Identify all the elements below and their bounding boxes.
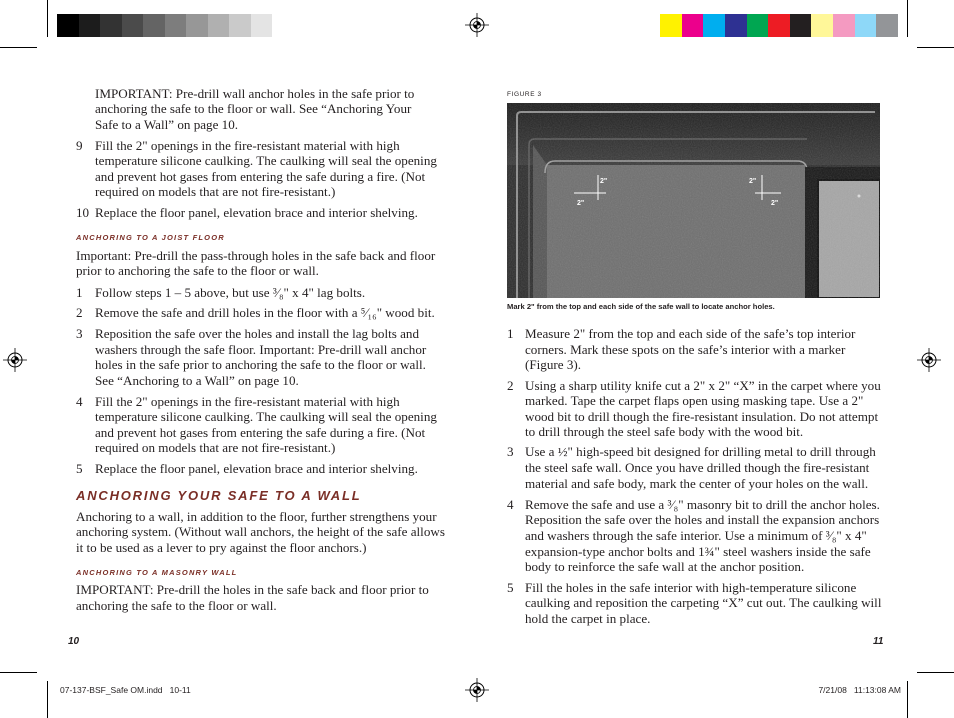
step-line: (Figure 3). <box>525 357 582 372</box>
crop-mark-bottom-right-horizontal <box>917 672 954 673</box>
mark-label-side-left: 2" <box>577 200 585 207</box>
step-line: Fill the 2" openings in the fire-resistant material with high <box>95 394 400 409</box>
color-swatch <box>811 14 833 37</box>
step-line: caulking and reposition the carpeting “X” cut out. The caulking will <box>525 595 882 610</box>
section-heading-joist-floor: ANCHORING TO A JOIST FLOOR <box>76 233 225 242</box>
grayscale-swatch <box>229 14 251 37</box>
step-line: wood bit to drill though the fire-resistant insulation. Do not attempt <box>525 409 879 424</box>
step-number: 4 <box>76 394 83 409</box>
step-number: 5 <box>76 461 83 476</box>
grayscale-swatch <box>143 14 165 37</box>
color-swatch <box>682 14 704 37</box>
slug-file-name: 07-137-BSF_Safe OM.indd 10-11 <box>60 685 191 695</box>
photo-grain <box>507 103 880 298</box>
step-line: temperature silicone caulking. The caulking will seal the opening <box>95 409 437 424</box>
step-line: material and safe body, mark the center of your holes on the wall. <box>525 476 869 491</box>
step-line: marked. Tape the carpet flaps open using masking tape. Use a 2" <box>525 393 864 408</box>
color-swatch <box>876 14 898 37</box>
step-number: 9 <box>76 138 83 153</box>
step-line: Reposition the safe over the holes and install the lag bolts and <box>95 326 419 341</box>
color-swatch <box>703 14 725 37</box>
step-line: the steel safe wall. Once you have drilled though the fire-resistant <box>525 460 870 475</box>
paragraph-line: it to be used as a lever to pry against the floor anchors.) <box>76 540 367 555</box>
important-note-line: IMPORTANT: Pre-drill wall anchor holes in the safe prior to <box>95 86 415 101</box>
crop-mark-bottom-left-vertical <box>47 681 48 718</box>
grayscale-swatch <box>251 14 273 37</box>
color-swatch <box>833 14 855 37</box>
crop-mark-bottom-right-vertical <box>907 681 908 718</box>
mark-label-side-right: 2" <box>771 200 779 207</box>
step-number: 10 <box>76 205 90 220</box>
step-line: Replace the floor panel, elevation brace and interior shelving. <box>95 205 418 220</box>
important-note-line: Safe to a Wall” on page 10. <box>95 117 239 132</box>
registration-mark-icon <box>917 348 941 372</box>
grayscale-color-bar <box>57 14 294 37</box>
step-line: washers through the safe floor. Important: Pre-drill wall anchor <box>95 342 427 357</box>
section-heading-wall: ANCHORING YOUR SAFE TO A WALL <box>76 488 362 503</box>
step-number: 5 <box>507 580 514 595</box>
crop-mark-top-left-horizontal <box>0 47 37 48</box>
step-line: Reposition the safe over the holes and install the expansion anchors <box>525 512 880 527</box>
step-line: and washers through the safe interior. Use a minimum of ³⁄₈" x 4" <box>525 528 867 543</box>
step-line: Use a ½" high-speed bit designed for drilling metal to drill through <box>525 444 876 459</box>
grayscale-swatch <box>165 14 187 37</box>
paragraph-line: prior to anchoring the safe to the floor or wall. <box>76 263 319 278</box>
color-swatch <box>747 14 769 37</box>
step-line: Remove the safe and use a ³⁄₈" masonry bit to drill the anchor holes. <box>525 497 880 512</box>
registration-mark-icon <box>465 13 489 37</box>
color-swatch <box>790 14 812 37</box>
step-line: body to reinforce the safe wall at the anchor position. <box>525 559 805 574</box>
step-line: and prevent hot gases from entering the safe during a fire. (Not <box>95 425 426 440</box>
process-color-bar <box>660 14 898 37</box>
paragraph-line: anchoring the safe to the floor or wall. <box>76 598 277 613</box>
section-heading-masonry-wall: ANCHORING TO A MASONRY WALL <box>76 568 238 577</box>
color-swatch <box>725 14 747 37</box>
step-line: See “Anchoring to a Wall” on page 10. <box>95 373 299 388</box>
mark-label-top-left: 2" <box>600 178 608 185</box>
important-note-line: anchoring the safe to the floor or wall. See “Anchoring Your <box>95 101 412 116</box>
step-line: Fill the 2" openings in the fire-resistant material with high <box>95 138 400 153</box>
figure-3-photo <box>507 103 880 298</box>
step-line: required on models that are not fire-resistant.) <box>95 440 336 455</box>
step-line: Using a sharp utility knife cut a 2" x 2" “X” in the carpet where you <box>525 378 881 393</box>
step-number: 3 <box>507 444 514 459</box>
grayscale-swatch <box>57 14 79 37</box>
page-number: 10 <box>68 636 80 647</box>
step-line: temperature silicone caulking. The caulking will seal the opening <box>95 153 437 168</box>
step-line: holes in the safe prior to anchoring the safe to the floor or wall. <box>95 357 426 372</box>
crop-mark-bottom-left-horizontal <box>0 672 37 673</box>
step-number: 4 <box>507 497 514 512</box>
step-line: Fill the holes in the safe interior with high-temperature silicone <box>525 580 857 595</box>
color-swatch <box>855 14 877 37</box>
crop-mark-top-right-horizontal <box>917 47 954 48</box>
grayscale-swatch <box>208 14 230 37</box>
step-line: hold the carpet in place. <box>525 611 651 626</box>
color-swatch <box>768 14 790 37</box>
step-number: 1 <box>507 326 514 341</box>
step-line: Replace the floor panel, elevation brace and interior shelving. <box>95 461 418 476</box>
crop-mark-top-right-vertical <box>907 0 908 37</box>
step-line: and prevent hot gases from entering the safe during a fire. (Not <box>95 169 426 184</box>
grayscale-swatch <box>122 14 144 37</box>
grayscale-swatch <box>186 14 208 37</box>
step-number: 2 <box>76 305 83 320</box>
step-line: Measure 2" from the top and each side of the safe’s top interior <box>525 326 856 341</box>
grayscale-swatch <box>79 14 101 37</box>
registration-mark-icon <box>465 678 489 702</box>
step-line: Remove the safe and drill holes in the floor with a ⁵⁄₁₆" wood bit. <box>95 305 435 320</box>
color-swatch <box>660 14 682 37</box>
crop-mark-top-left-vertical <box>47 0 48 37</box>
step-line: expansion-type anchor bolts and 1¾" steel washers inside the safe <box>525 544 871 559</box>
mark-label-top-right: 2" <box>749 178 757 185</box>
registration-mark-icon <box>3 348 27 372</box>
grayscale-swatch <box>272 14 294 37</box>
step-line: corners. Mark these spots on the safe’s interior with a marker <box>525 342 846 357</box>
step-number: 2 <box>507 378 514 393</box>
step-line: Follow steps 1 – 5 above, but use ³⁄₈" x 4" lag bolts. <box>95 285 366 300</box>
paragraph-line: anchoring system. (Without wall anchors, the height of the safe allows <box>76 524 445 539</box>
step-number: 3 <box>76 326 83 341</box>
step-number: 1 <box>76 285 83 300</box>
figure-caption: Mark 2" from the top and each side of the safe wall to locate anchor holes. <box>507 302 775 311</box>
slug-timestamp: 7/21/08 11:13:08 AM <box>818 685 901 695</box>
page-number: 11 <box>873 636 884 647</box>
figure-label: FIGURE 3 <box>507 91 542 98</box>
paragraph-line: Anchoring to a wall, in addition to the floor, further strengthens your <box>76 509 437 524</box>
paragraph-line: Important: Pre-drill the pass-through holes in the safe back and floor <box>76 248 436 263</box>
grayscale-swatch <box>100 14 122 37</box>
paragraph-line: IMPORTANT: Pre-drill the holes in the safe back and floor prior to <box>76 582 429 597</box>
step-line: to drill through the steel safe body with the wood bit. <box>525 424 804 439</box>
step-line: required on models that are not fire-resistant.) <box>95 184 336 199</box>
